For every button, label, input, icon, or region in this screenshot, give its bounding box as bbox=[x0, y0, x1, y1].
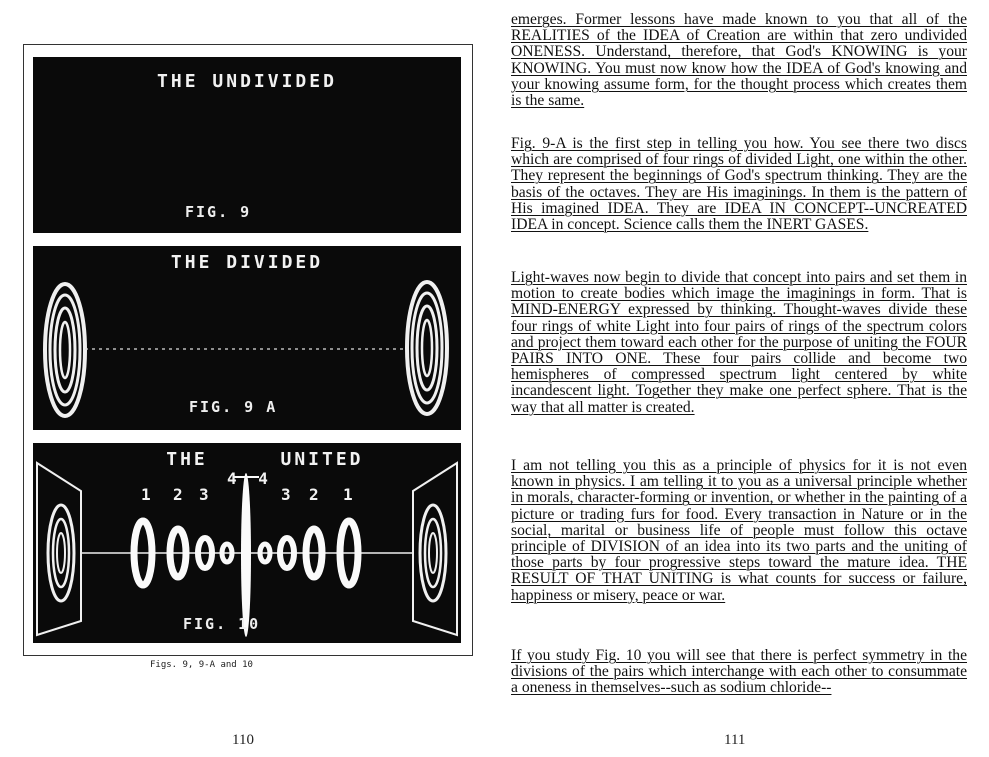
right-disc-panel bbox=[413, 463, 457, 635]
left-disc-panel bbox=[37, 463, 81, 635]
figure-10-center-numbers: 4 4 bbox=[227, 469, 274, 488]
figure-10-left-number-1: 1 bbox=[141, 485, 151, 504]
figure-9a-label: FIG. 9 A bbox=[189, 398, 278, 416]
right-disc bbox=[407, 282, 447, 414]
figure-caption: Figs. 9, 9-A and 10 bbox=[150, 660, 253, 670]
right-page-number: 111 bbox=[724, 732, 746, 748]
figure-plate bbox=[23, 44, 473, 656]
figure-10-right-number-1: 1 bbox=[343, 485, 353, 504]
figure-10-label: FIG. 10 bbox=[183, 615, 261, 633]
paragraph-4-text: I am not telling you this as a principle of physics for it is not even known in physics. I am telling it to you as a universal principle whether in morals, character-forming or invention, or whether in the painting of a picture or trading furs for food. Every transaction in Nature or in the social, marital or business life of people must follow this octave principle of DIVISION of an idea into its two parts and the uniting of those parts by four progressive steps toward the mature idea. THE RESULT OF THAT UNITING is what counts for success or failure, happiness or misery, peace or war. bbox=[511, 457, 967, 604]
figure-9-title: THE UNDIVIDED bbox=[157, 71, 337, 92]
figure-10-left-number-2: 2 bbox=[173, 485, 183, 504]
paragraph-1 bbox=[511, 12, 967, 109]
figure-10-left-number-3: 3 bbox=[199, 485, 209, 504]
paragraph-3 bbox=[511, 270, 967, 416]
paragraph-5-text: If you study Fig. 10 you will see that there is perfect symmetry in the divisions of the pairs which interchange with each other to consummate a oneness in themselves--such as sodium chloride-- bbox=[511, 647, 967, 697]
figure-9-label: FIG. 9 bbox=[185, 203, 252, 221]
left-disc bbox=[45, 284, 85, 416]
paragraph-3-text: Light-waves now begin to divide that concept into pairs and set them in motion to create bodies which image the imaginings in form. That is MIND-ENERGY expressed by thinking. Thought-waves divide these four rings of white Light into four pairs of rings of the spectrum colors and project them toward each other for the purpose of uniting the FOUR PAIRS INTO ONE. These four pairs collide and become two hemispheres of compressed spectrum light centered by white incandescent light. Together they make one perfect sphere. That is the way that all matter is created. bbox=[511, 269, 967, 416]
paragraph-2 bbox=[511, 136, 967, 233]
figure-10-panel bbox=[33, 443, 461, 643]
right-page bbox=[494, 0, 989, 757]
paragraph-5 bbox=[511, 648, 967, 697]
center-spindle bbox=[241, 473, 251, 637]
figure-9a-title: THE DIVIDED bbox=[170, 252, 324, 273]
left-page bbox=[0, 0, 494, 757]
figure-10-right-number-2: 2 bbox=[309, 485, 319, 504]
paragraph-2-text: Fig. 9-A is the first step in telling you how. You see there two discs which are comprised of four rings of divided Light, one within the other. They represent the beginnings of God's spectrum thinking. They are the basis of the octaves. They are His imaginings. In them is the pattern of His imagined IDEA. They are IDEA IN CONCEPT--UNCREATED IDEA in concept. Science calls them the INERT GASES. bbox=[511, 135, 967, 234]
figure-10-right-number-3: 3 bbox=[281, 485, 291, 504]
paragraph-1-text: emerges. Former lessons have made known to you that all of the REALITIES of the IDEA of Creation are within that zero undivided ONENESS. Understand, therefore, that God's KNOWING is your KNOWING. You must now know how the IDEA of God's knowing and your knowing assume form, for the thought process which creates them is the same. bbox=[511, 11, 967, 110]
left-page-number: 110 bbox=[232, 732, 254, 748]
figure-10-title-left: THE bbox=[166, 449, 208, 470]
paragraph-4 bbox=[511, 458, 967, 604]
figure-10-title-right: UNITED bbox=[280, 449, 364, 470]
figure-9-panel bbox=[33, 57, 461, 233]
figure-9a-panel bbox=[33, 246, 461, 430]
